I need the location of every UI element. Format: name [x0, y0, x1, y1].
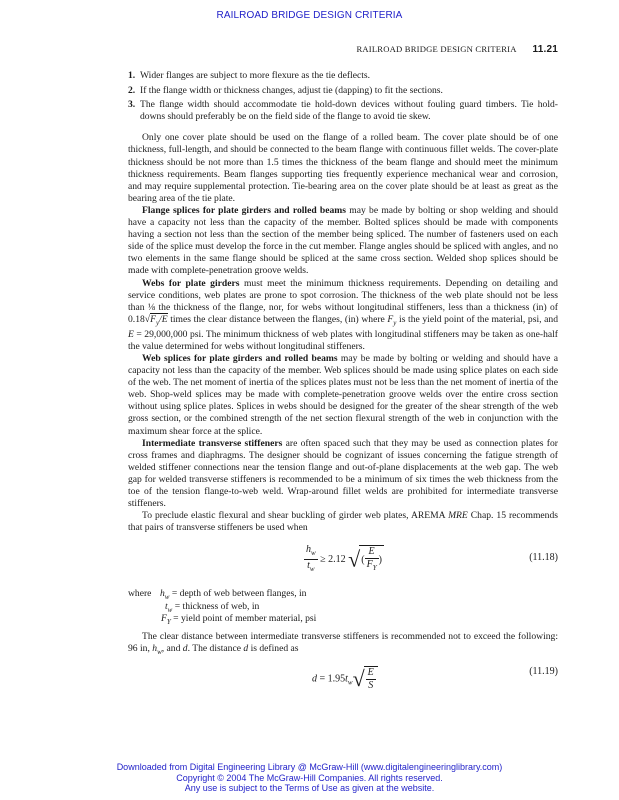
running-head-title: RAILROAD BRIDGE DESIGN CRITERIA [356, 44, 517, 54]
page-body [128, 70, 558, 710]
list-item: 2. If the flange width or thickness changes, adjust tie (dapping) to fit the sections. [128, 84, 443, 96]
running-head [128, 44, 558, 55]
footer-download-link[interactable]: Downloaded from Digital Engineering Library @ McGraw-Hill (www.digitalengineeringlibrary.com) [116, 762, 503, 772]
footer-terms: Any use is subject to the Terms of Use as given at the website. [184, 783, 435, 794]
footer-notice [0, 762, 619, 794]
definition-row: $t_w$ = thickness of web, in [165, 600, 260, 614]
variable-definitions [128, 588, 558, 625]
equation-11-18: $\frac{h_w}{t_w}$ ≥ 2.12 √( $\frac{E}{F_Y}$ ) (11.18) [306, 544, 558, 574]
footer-copyright: Copyright © 2004 The McGraw-Hill Companies. All rights reserved. [176, 772, 443, 783]
paragraph-cover-plate: Only one cover plate should be used on the flange of a rolled beam. The cover plate should be of one thickness, full-length, and should be connected to the beam flange with continuous fillet welds. The cover-plate thickness should be not more than 1.5 times the thickness of the beam flange and should meet the minimum thickness requirements. Beam flanges supporting ties frequently experience mechanical wear and corrosion, and may require supplemental protection. Tie-bearing area on the cover plate should be at least as great as the bearing area of the tie plate. [128, 132, 558, 204]
paragraph-arema: To preclude elastic flexural and shear buckling of girder web plates, AREMA MRE Chap. 15 recommends that pairs of transverse stiffeners be used when [128, 510, 558, 534]
paragraph-stiffeners: Intermediate transverse stiffeners are often spaced such that they may be used as connection plates for cross frames and diaphragms. The designer should be cognizant of issues concerning the fatigue strength of welded stiffener connections near the tension flange and out-of-plane displacements at the web gap. The web gap for welded transverse stiffeners is recommended to be a minimum of six times the web thickness from the toe of the tension flange-to-web weld. Wrap-around fillet welds are prohibited for intermediate transverse stiffeners. [128, 437, 558, 510]
list-item: 1. Wider flanges are subject to more flexure as the tie deflects. [128, 70, 371, 81]
equation-number: (11.19) [529, 666, 558, 678]
inline-formula: $0.18√F_y/E$ [128, 313, 168, 327]
definition-row: where $h_w$ = depth of web between flanges, in [128, 588, 307, 602]
heading-webs: Webs for plate girders [142, 277, 240, 289]
paragraph-web-splices: Web splices for plate girders and rolled beams may be made by bolting or welding and should have a capacity not less than the capacity of the member. Web splices should be made using splice plates on each side of the web. The net moment of inertia of the splices plates must not be less than the net moment of inertia of the web. Shop-weld splices may be made with complete-penetration groove welds over the entire cross section without using splice plates. Splices in webs should be designed for the greater of the shear strength of the web gross section, or the combined strength of the net section flexural strength of the web in conjunction with the maximum shear force at the splice. [128, 352, 559, 437]
paragraph-clear-distance: The clear distance between intermediate transverse stiffeners is recommended not to exceed the following: 96 in, $h_w$, and d. The distance d is defined as [128, 630, 558, 656]
paragraph-flange-splices: Flange splices for plate girders and rolled beams may be made by bolting or shop welding and should have a capacity not less than the capacity of the member. Bolted splices should be made with components having a section not less than the section of the member being spliced. The number of fasteners used on each side of the splice must develop the force in the cut member. Flange angles should be spliced with angles, and no two elements in the same flange should be spliced at the same cross section. Welded shop splices should be made with complete-penetration groove welds. [128, 204, 559, 277]
heading-web-splices: Web splices for plate girders and rolled beams [142, 352, 338, 364]
paragraph-webs: Webs for plate girders must meet the minimum thickness requirements. Depending on detailing and service conditions, web plates are prone to spot corrosion. The thickness of the web plate should not be less than ⅛ the thickness of the flange, nor, for webs without longitudinal stiffeners, less than a thickness (in) of $0.18√F_y/E$ times the clear distance between the flanges, (in) where $F_y$ is the yield point of the material, psi, and E = 29,000,000 psi. The minimum thickness of web plates with longitudinal stiffeners may be taken as one-half the value determined for webs without longitudinal stiffeners. [128, 277, 558, 352]
equation-11-19: $d = 1.95t_w√$ $\frac{E}{S}$ (11.19) [312, 666, 558, 692]
equation-number: (11.18) [529, 552, 558, 564]
definition-row: $F_Y$ = yield point of member material, psi [161, 612, 317, 626]
top-banner: RAILROAD BRIDGE DESIGN CRITERIA [216, 10, 403, 21]
numbered-list [128, 70, 558, 123]
heading-stiffeners: Intermediate transverse stiffeners [142, 437, 283, 449]
list-item: 3. The flange width should accommodate tie hold-down devices without fouling guard timbers. Tie hold-downs should preferably be on the field side of the flange to avoid tie skew. [128, 99, 558, 123]
heading-flange-splices: Flange splices for plate girders and rolled beams [142, 204, 347, 216]
page-number: 11.21 [532, 44, 558, 55]
